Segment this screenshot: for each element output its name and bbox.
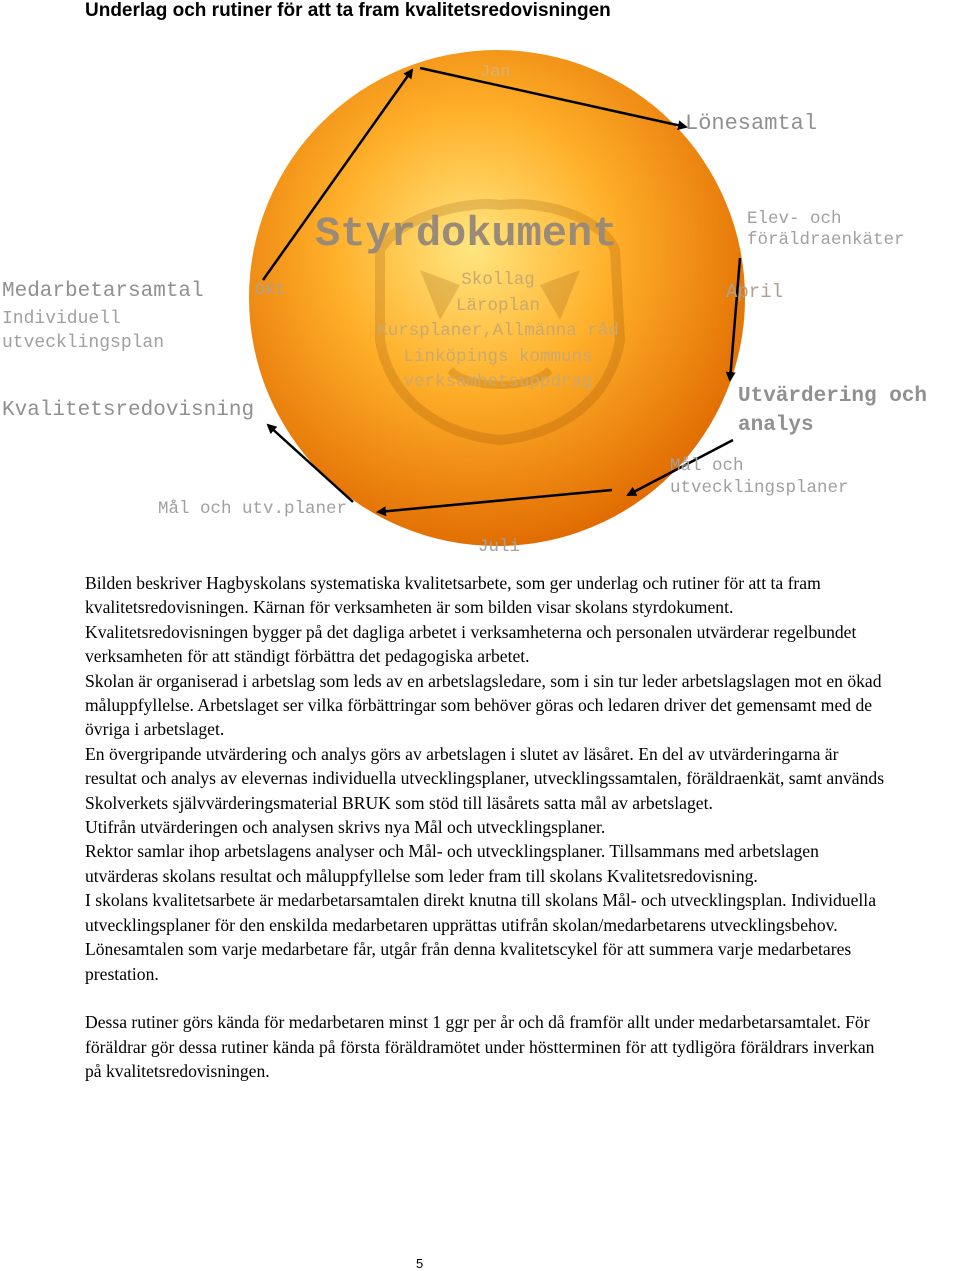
- paragraph: En övergripande utvärdering och analys görs av arbetslagen i slutet av läsåret. En del av utvärderingarna är resultat och analys av elevernas individuella utvecklingsplaner, utvecklingssamtalen, föräldraenkät, samt används Skolverkets självvärderingsmaterial BRUK som stöd till läsårets satta mål av arbetslaget.: [85, 743, 885, 813]
- center-lines: [350, 268, 646, 396]
- closing-paragraph: Dessa rutiner görs kända för medarbetaren minst 1 ggr per år och då framför allt under medarbetarsamtalet. För föräldrar gör dessa rutiner kända på första föräldramötet under höstterminen för att tydligöra föräldrars inverkan på kvalitetsredovisningen.: [85, 1012, 875, 1082]
- body-text: [85, 571, 885, 1084]
- paragraph: Utifrån utvärderingen och analysen skrivs nya Mål och utvecklingsplaner.: [85, 817, 606, 838]
- label-okt: Okt: [255, 281, 286, 300]
- paragraph: Rektor samlar ihop arbetslagens analyser och Mål- och utvecklingsplaner. Tillsammans med arbetslagen utvärderas skolans resultat och måluppfyllelse som leder fram till skolans Kvalitetsredovisning.: [85, 841, 819, 886]
- center-line: Kursplaner,Allmänna råd: [377, 321, 619, 341]
- paragraph: I skolans kvalitetsarbete är medarbetarsamtalen direkt knutna till skolans Mål- och utvecklingsplan. Individuella utvecklingsplaner för den enskilda medarbetaren upprättas utifrån skolan/medarbetarens utvecklingsbehov.: [85, 890, 876, 935]
- center-heading: Styrdokument: [315, 210, 618, 258]
- paragraph: Bilden beskriver Hagbyskolans systematiska kvalitetsarbete, som ger underlag och rutiner för att ta fram kvalitetsredovisningen. Kärnan för verksamheten är som bilden visar skolans styrdokument.: [85, 573, 821, 618]
- label-kvalitetsredovisning: Kvalitetsredovisning: [2, 399, 255, 422]
- label-line: utvecklingsplan: [2, 333, 165, 353]
- page-title: Underlag och rutiner för att ta fram kvalitetsredovisningen: [85, 0, 611, 21]
- label-jan: Jan: [480, 63, 511, 82]
- paragraph: Skolan är organiserad i arbetslag som leds av en arbetslagsledare, som i sin tur leder arbetslagslagen mot en ökad måluppfyllelse. Arbetslaget ser vilka förbättringar som behöver göras och ledaren driver det gemensamt med de övriga i arbetslaget.: [85, 670, 882, 740]
- label-mal-utvecklingsplaner: [670, 455, 849, 499]
- center-line: Linköpings kommuns: [403, 346, 593, 367]
- label-juli: Juli: [478, 537, 521, 557]
- label-line: Individuell: [2, 309, 121, 329]
- label-line: utvecklingsplaner: [670, 478, 849, 498]
- label-utvardering: [738, 382, 927, 440]
- center-line: Läroplan: [455, 295, 540, 316]
- center-line: verksamhetsuppdrag: [403, 372, 593, 392]
- quality-cycle-diagram: [0, 40, 960, 570]
- label-line: Elev- och: [747, 209, 842, 229]
- label-line: Mål och: [670, 456, 744, 476]
- paragraph-spacer: [85, 986, 885, 1010]
- page-number: 5: [416, 1256, 424, 1271]
- label-april: April: [726, 281, 784, 303]
- paragraph: Kvalitetsredovisningen bygger på det dagliga arbetet i verksamheterna och personalen utvärderar regelbundet verksamheten för att ständigt förbättra det pedagogiska arbetet.: [85, 621, 857, 667]
- center-line: Skollag: [461, 270, 535, 290]
- label-line: analys: [738, 414, 814, 437]
- label-medarbetarsamtal: Medarbetarsamtal: [2, 280, 204, 303]
- label-individuell-utvecklingsplan: [2, 307, 164, 355]
- label-line: Utvärdering och: [738, 385, 928, 408]
- label-lonesamtal: Lönesamtal: [685, 111, 818, 136]
- label-mal-utv-planer: Mål och utv.planer: [158, 499, 348, 519]
- paragraph: Lönesamtalen som varje medarbetare får, utgår från denna kvalitetscykel för att summera varje medarbetares prestation.: [85, 939, 852, 984]
- label-elev-foraldraenkater: [747, 209, 905, 250]
- label-line: föräldraenkäter: [747, 229, 905, 250]
